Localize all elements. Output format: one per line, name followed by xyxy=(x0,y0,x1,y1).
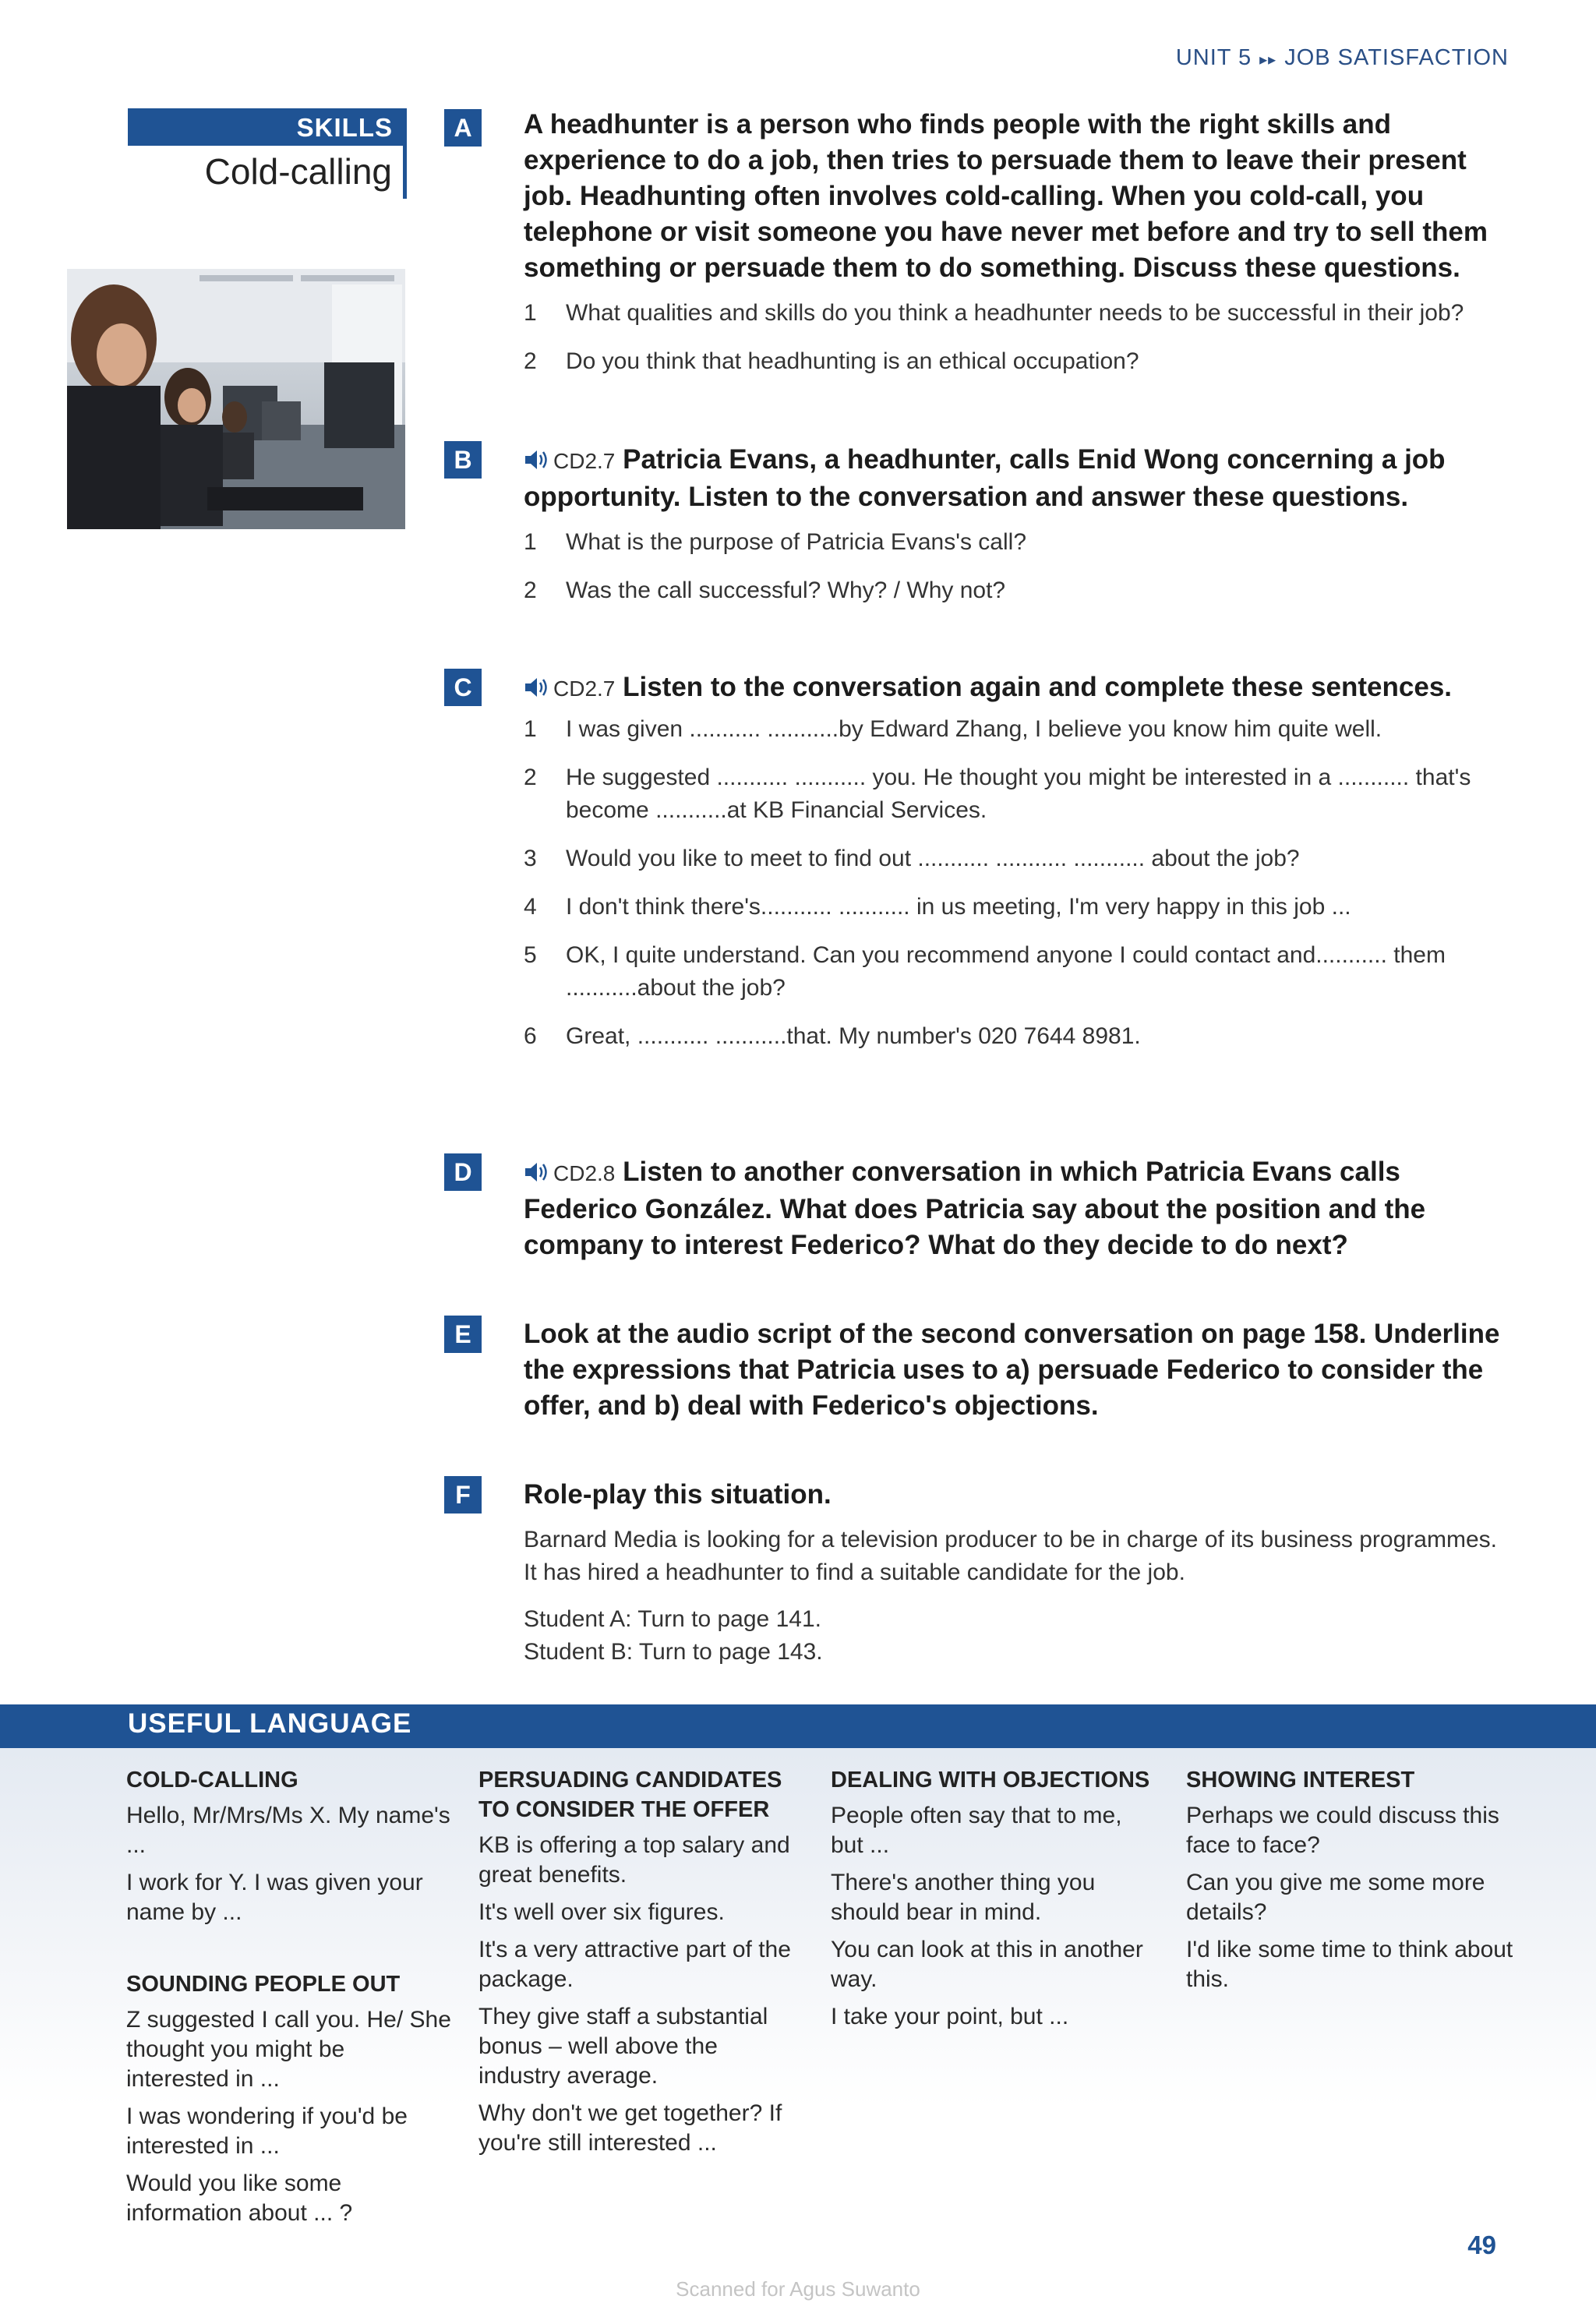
section-d xyxy=(524,1154,1513,1263)
useful-language-col-4 xyxy=(1186,1765,1513,2002)
list-item: 2 Was the call successful? Why? / Why not? xyxy=(524,578,1006,603)
col-heading: SOUNDING PEOPLE OUT xyxy=(126,1972,401,1997)
skills-label: SKILLS xyxy=(128,108,407,146)
useful-language-title: USEFUL LANGUAGE xyxy=(128,1708,412,1739)
cd-track-label: CD2.7 xyxy=(553,676,616,701)
col-heading: SHOWING INTEREST xyxy=(1186,1768,1415,1793)
section-a-questions xyxy=(524,297,1513,378)
phrase: Can you give me some more details? xyxy=(1186,1870,1485,1925)
section-letter-b: B xyxy=(444,441,482,479)
list-item: 6 Great, ........... ...........that. My number's 020 7644 8981. xyxy=(524,1023,1141,1049)
student-b-instruction: Student B: Turn to page 143. xyxy=(524,1639,823,1665)
student-a-instruction: Student A: Turn to page 141. xyxy=(524,1606,821,1632)
list-item: 1 I was given ........... ...........by Edward Zhang, I believe you know him quite well. xyxy=(524,716,1382,742)
section-c-instruction: CD2.7 Listen to the conversation again and complete these sentences. xyxy=(524,669,1513,707)
list-item: 2 He suggested ........... ........... you. He thought you might be interested in a ........... that's become ...........at KB Financial Services. xyxy=(524,765,1471,823)
list-item: 1 What qualities and skills do you think a headhunter needs to be successful in their job? xyxy=(524,300,1464,326)
unit-header xyxy=(1176,45,1509,71)
phrase: I take your point, but ... xyxy=(831,2004,1069,2029)
section-d-instruction: CD2.8 Listen to another conversation in which Patricia Evans calls Federico González. What does Patricia say about the position and the company to interest Federico? What do they decide to do next? xyxy=(524,1157,1426,1260)
useful-language-col-1 xyxy=(126,1765,454,2236)
phrase: Hello, Mr/Mrs/Ms X. My name's ... xyxy=(126,1803,450,1858)
section-f xyxy=(524,1477,1513,1669)
phrase: There's another thing you should bear in mind. xyxy=(831,1870,1096,1925)
section-letter-e: E xyxy=(444,1316,482,1353)
phrase: I'd like some time to think about this. xyxy=(1186,1937,1513,1992)
phrase: I was wondering if you'd be interested in ... xyxy=(126,2103,408,2159)
cd-track-label: CD2.7 xyxy=(553,449,616,473)
scan-note: Scanned for Agus Suwanto xyxy=(676,2277,920,2301)
call-centre-illustration xyxy=(67,269,405,529)
phrase: Perhaps we could discuss this face to face? xyxy=(1186,1803,1499,1858)
page-number: 49 xyxy=(1467,2231,1496,2259)
useful-language-col-3 xyxy=(831,1765,1158,2040)
cd-track-label: CD2.8 xyxy=(553,1161,616,1185)
list-item: 3 Would you like to meet to find out ........... ........... ........... about the job? xyxy=(524,846,1300,871)
audio-speaker-icon xyxy=(524,1160,550,1184)
section-a-instruction: A headhunter is a person who finds people with the right skills and experience to do a job, then tries to persuade them to leave their present job. Headhunting often involves cold-calling. When you cold-call, you telephone or visit someone you have never met before and try to sell them something or persuade them to do something. Discuss these questions. xyxy=(524,109,1488,283)
phrase: It's a very attractive part of the package. xyxy=(478,1937,791,1992)
section-b-questions xyxy=(524,526,1513,607)
section-letter-f: F xyxy=(444,1476,482,1514)
unit-topic: JOB SATISFACTION xyxy=(1284,45,1509,70)
phrase: You can look at this in another way. xyxy=(831,1937,1143,1992)
section-c-sentences xyxy=(524,713,1513,1053)
phrase: Would you like some information about ... ? xyxy=(126,2170,353,2226)
phrase: Z suggested I call you. He/ She thought you might be interested in ... xyxy=(126,2007,451,2092)
section-letter-a: A xyxy=(444,109,482,147)
section-f-instruction: Role-play this situation. xyxy=(524,1479,832,1510)
col-heading: DEALING WITH OBJECTIONS xyxy=(831,1768,1150,1793)
list-item: 2 Do you think that headhunting is an ethical occupation? xyxy=(524,348,1139,374)
col-heading: COLD-CALLING xyxy=(126,1768,298,1793)
audio-speaker-icon xyxy=(524,448,550,472)
list-item: 4 I don't think there's........... ........... in us meeting, I'm very happy in this job ... xyxy=(524,894,1351,920)
useful-language-col-2 xyxy=(478,1765,806,2166)
section-letter-d: D xyxy=(444,1153,482,1191)
section-b-instruction: CD2.7 Patricia Evans, a headhunter, calls Enid Wong concerning a job opportunity. Listen to the conversation and answer these questions. xyxy=(524,444,1446,512)
list-item: 5 OK, I quite understand. Can you recommend anyone I could contact and........... them ...........about the job? xyxy=(524,942,1446,1001)
phrase: People often say that to me, but ... xyxy=(831,1803,1122,1858)
list-item: 1 What is the purpose of Patricia Evans's call? xyxy=(524,529,1027,555)
unit-label: UNIT 5 xyxy=(1175,45,1252,70)
section-c xyxy=(524,669,1513,1068)
section-e-instruction: Look at the audio script of the second conversation on page 158. Underline the expressions that Patricia uses to a) persuade Federico to consider the offer, and b) deal with Federico's objections. xyxy=(524,1319,1500,1421)
col-heading: PERSUADING CANDIDATES TO CONSIDER THE OFFER xyxy=(478,1768,782,1822)
skills-title: Cold-calling xyxy=(128,146,407,199)
double-arrow-icon: ▸▸ xyxy=(1259,51,1277,69)
audio-speaker-icon xyxy=(524,676,550,699)
phrase: I work for Y. I was given your name by ... xyxy=(126,1870,423,1925)
section-b xyxy=(524,442,1513,623)
call-centre-photo xyxy=(67,269,405,529)
section-f-paragraph: Barnard Media is looking for a television producer to be in charge of its business programmes. It has hired a headhunter to find a suitable candidate for the job. xyxy=(524,1527,1497,1585)
section-e xyxy=(524,1316,1513,1424)
phrase: It's well over six figures. xyxy=(478,1899,725,1925)
section-a xyxy=(524,107,1513,394)
skills-box xyxy=(128,108,407,199)
phrase: They give staff a substantial bonus – well above the industry average. xyxy=(478,2004,768,2089)
section-letter-c: C xyxy=(444,669,482,706)
phrase: KB is offering a top salary and great benefits. xyxy=(478,1832,790,1888)
phrase: Why don't we get together? If you're still interested ... xyxy=(478,2100,782,2156)
